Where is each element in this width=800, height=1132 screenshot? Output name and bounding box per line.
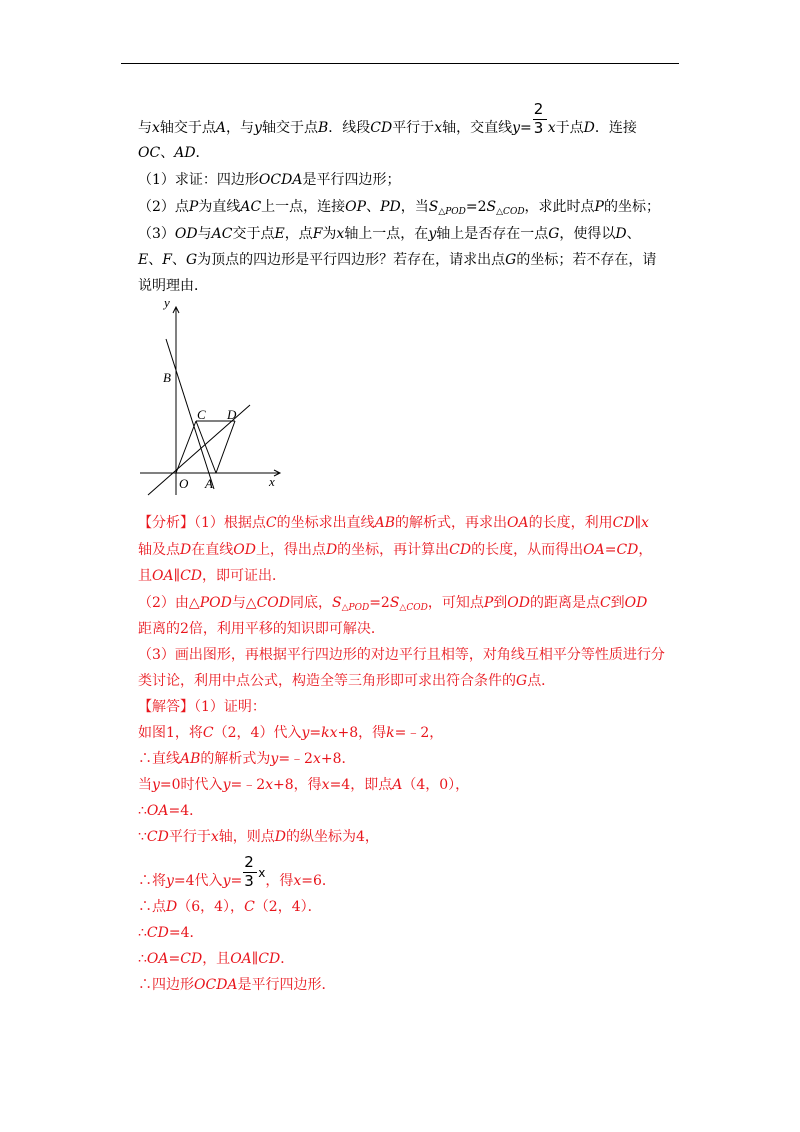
- segment-ad: [216, 421, 235, 473]
- solution-line-10: ∴四边形OCDA是平行四边形．: [138, 977, 336, 993]
- line-ab: [166, 339, 214, 489]
- analysis-part-3-line-1: （3）画出图形，再根据平行四边形的对边平行且相等，对角线互相平分等性质进行分: [138, 647, 665, 663]
- fraction-two-thirds-solution: $\frac{2}{3}$: [243, 871, 257, 891]
- question-3-line-2: E、F、G为顶点的四边形是平行四边形？若存在，请求出点G的坐标；若不存在，请: [138, 252, 657, 268]
- analysis-line-3: 且OA∥CD，即可证出．: [138, 568, 286, 584]
- question-1: （1）求证：四边形OCDA是平行四边形；: [138, 172, 401, 188]
- label-b: B: [163, 370, 171, 385]
- solution-line-8: ∴CD=4．: [138, 925, 204, 941]
- coordinate-figure: [130, 295, 300, 500]
- label-c: C: [197, 407, 206, 422]
- analysis-part-3-line-2: 类讨论，利用中点公式，构造全等三角形即可求出符合条件的G点．: [138, 673, 556, 689]
- analysis-part-2-line-1: （2）由△POD与△COD同底，$S_{\triangle POD}=2S_{\triangle COD}$，可知点P到OD的距离是点C到OD: [138, 595, 648, 613]
- label-a: A: [205, 476, 213, 491]
- solution-line-1: 如图1，将C（2，4）代入y=kx+8，得k=﹣2，: [138, 725, 444, 741]
- problem-line-2: OC、AD．: [138, 145, 210, 161]
- figure-svg: [130, 295, 300, 500]
- question-3-line-1: （3）OD与AC交于点E，点F为x轴上一点，在y轴上是否存在一点G，使得以D、: [138, 226, 641, 242]
- solution-line-2: ∴直线AB的解析式为y=﹣2x+8．: [138, 751, 356, 767]
- label-y: y: [164, 295, 170, 310]
- label-d: D: [227, 407, 237, 422]
- question-3-line-3: 说明理由．: [138, 278, 208, 294]
- solution-line-3: 当y=0时代入y=﹣2x+8，得x=4，即点A（4，0），: [138, 777, 470, 793]
- solution-line-9: ∴OA=CD，且OA∥CD．: [138, 951, 295, 967]
- solution-line-6: ∴将y=4代入y= $\frac{2}{3}$ x，得x=6．: [138, 853, 336, 890]
- label-o: O: [179, 476, 189, 491]
- solution-line-5: ∵CD平行于x轴，则点D的纵坐标为4，: [138, 829, 379, 845]
- solution-heading: 【解答】（1）证明：: [138, 699, 266, 715]
- fraction-two-thirds: $\frac{2}{3}$: [533, 118, 547, 138]
- header-rule: [121, 63, 679, 64]
- segment-oc: [176, 421, 196, 473]
- analysis-line-2: 轴及点D在直线OD上，得出点D的坐标，再计算出CD的长度，从而得出OA=CD，: [138, 542, 653, 558]
- solution-line-7: ∴点D（6，4），C（2，4）．: [138, 899, 322, 915]
- label-x: x: [269, 474, 275, 489]
- problem-line-1: 与x轴交于点A，与y轴交于点B．线段CD平行于x轴，交直线y= $\frac{2}{3}$ x于点D．连接: [138, 100, 637, 137]
- solution-line-4: ∴OA=4．: [138, 803, 204, 819]
- analysis-part-2-line-2: 距离的2倍，利用平移的知识即可解决．: [138, 621, 385, 637]
- analysis-line-1: 【分析】（1）根据点C的坐标求出直线AB的解析式，再求出OA的长度，利用CD∥x: [138, 515, 649, 531]
- question-2: （2）点P为直线AC上一点，连接OP、PD，当$S_{\triangle POD}=2S_{\triangle COD}$，求此时点P的坐标；: [138, 199, 660, 217]
